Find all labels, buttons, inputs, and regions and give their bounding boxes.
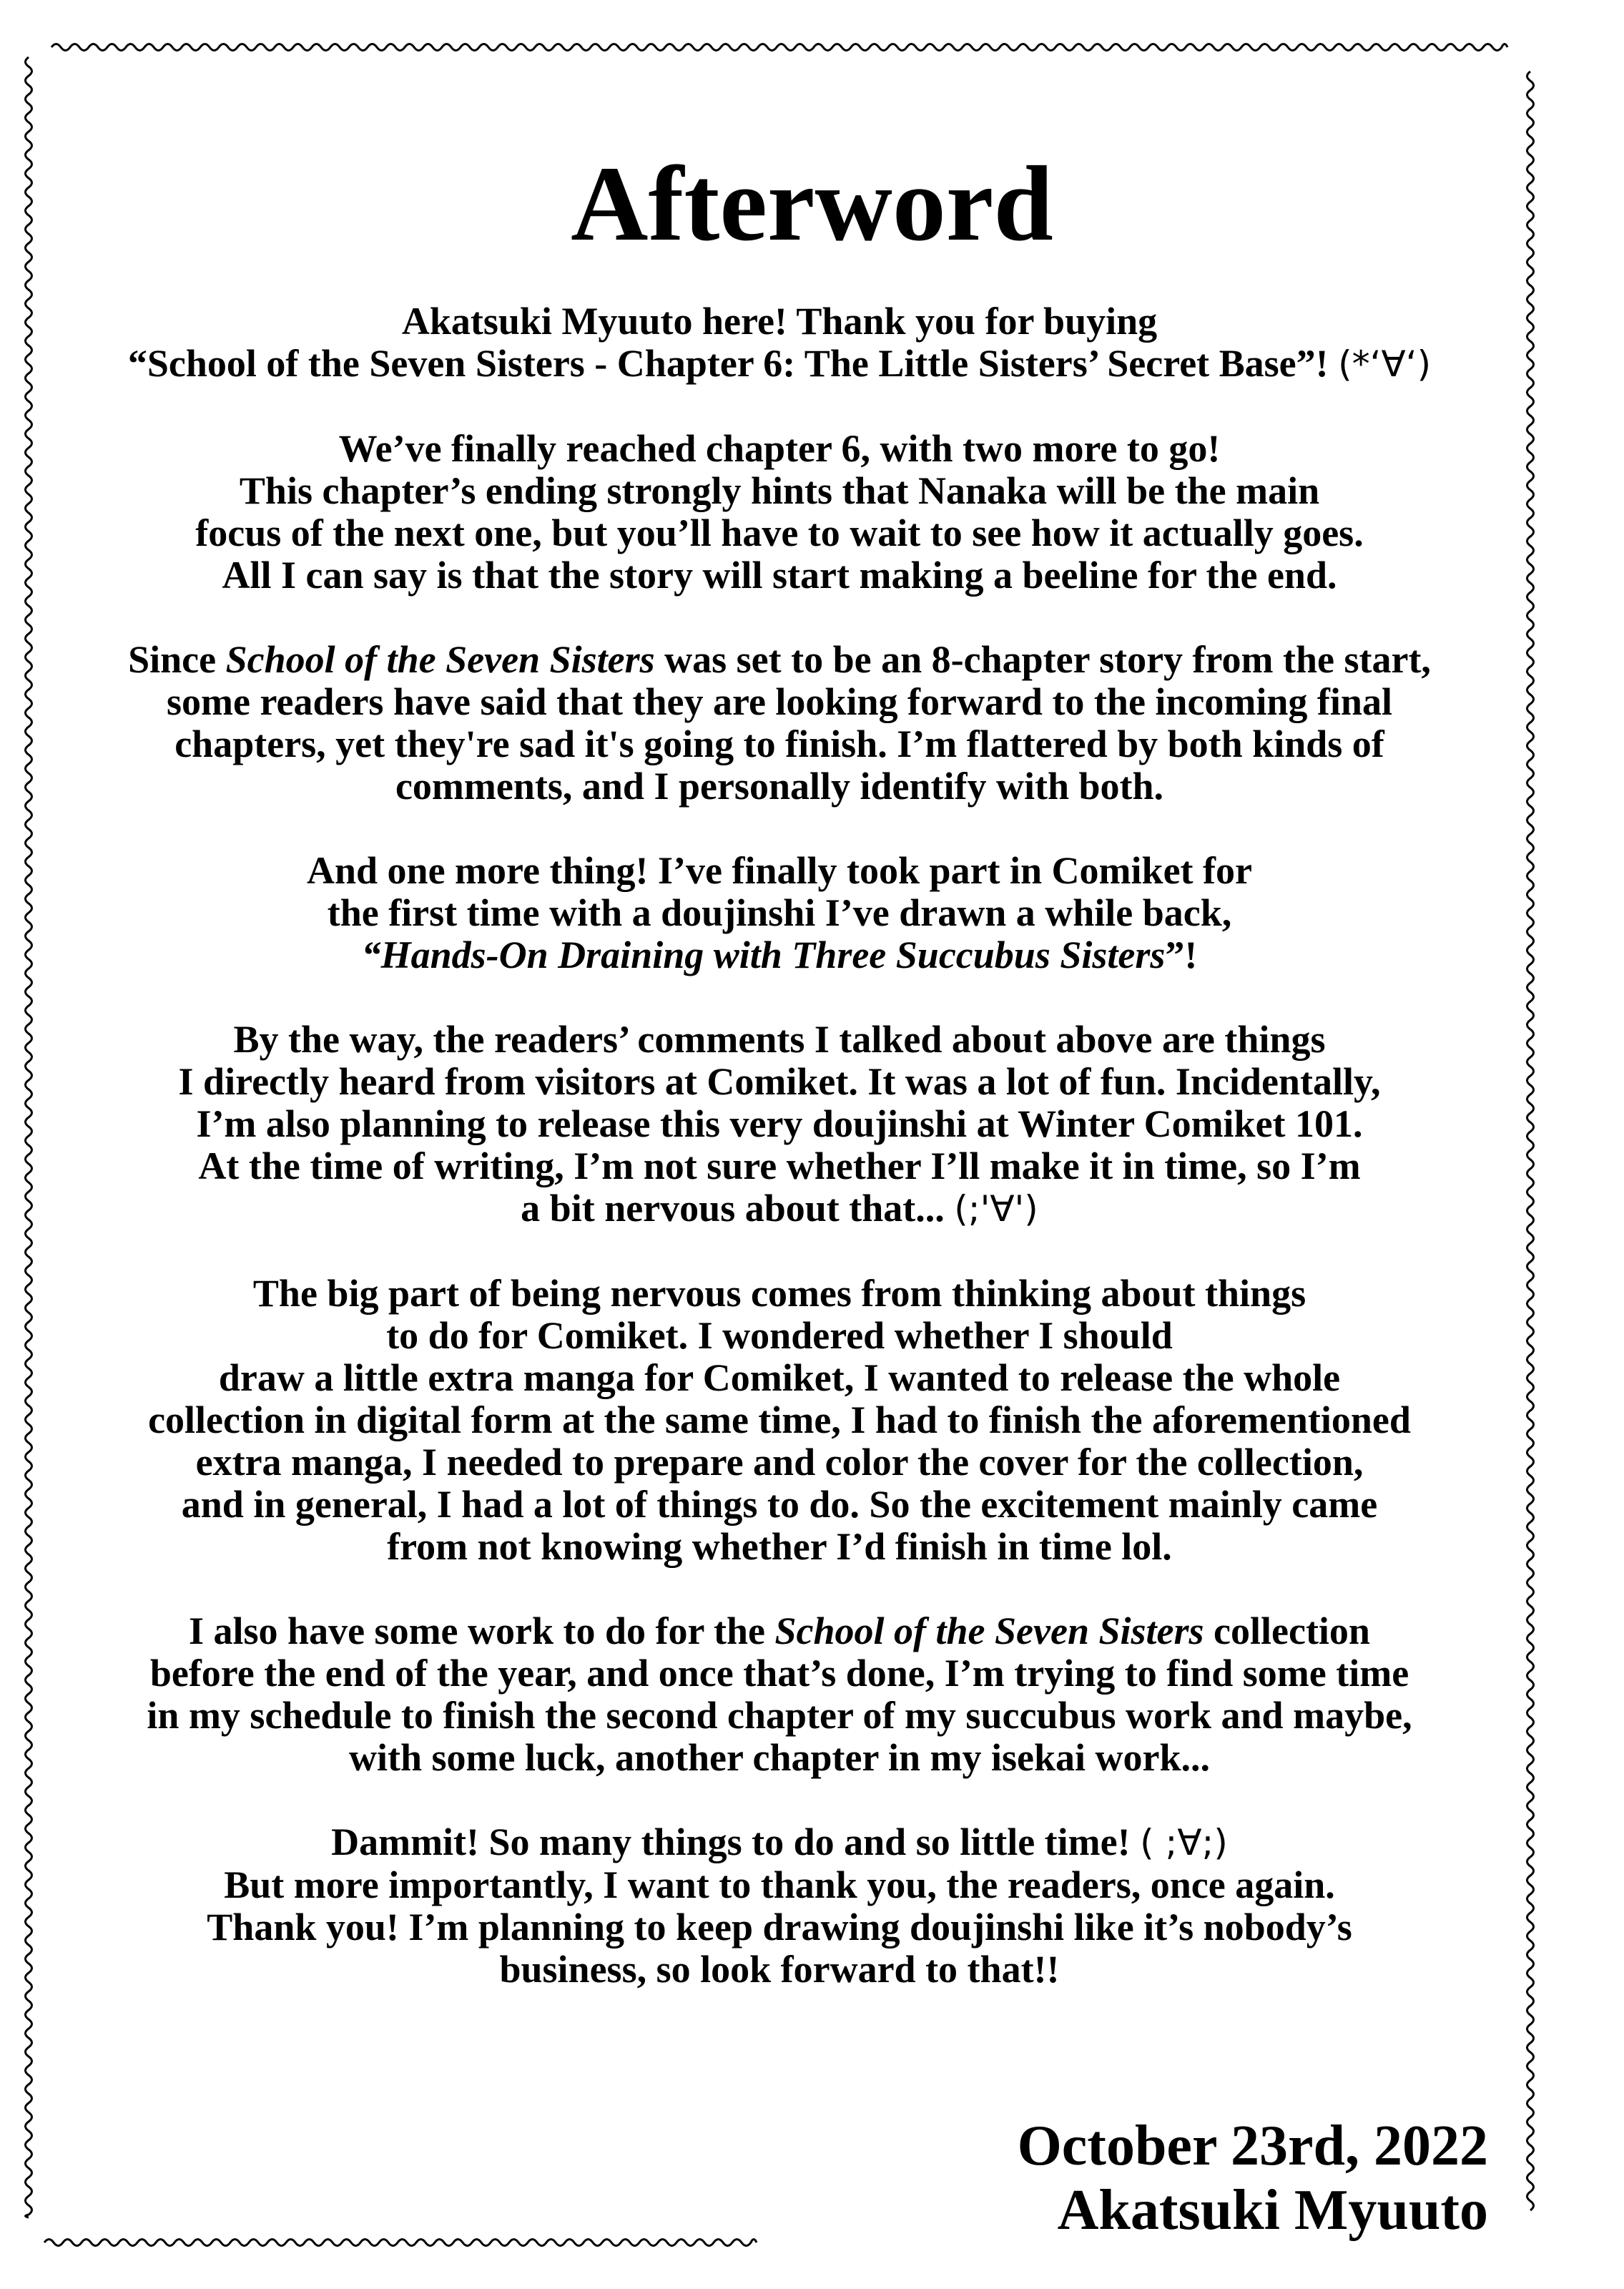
text-line bbox=[64, 681, 1495, 723]
text-segment: collection in digital form at the same time, I had to finish the aforementioned bbox=[148, 1398, 1411, 1441]
text-line bbox=[64, 428, 1495, 470]
text-line bbox=[64, 554, 1495, 597]
text-segment: The big part of being nervous comes from thinking about things bbox=[252, 1272, 1306, 1315]
text-line bbox=[64, 1610, 1495, 1652]
text-segment: ”! bbox=[1165, 933, 1198, 976]
text-segment: collection bbox=[1204, 1609, 1370, 1652]
text-segment: extra manga, I needed to prepare and color the cover for the collection, bbox=[195, 1441, 1364, 1484]
emoticon: (*‘∀‘) bbox=[1338, 343, 1432, 385]
text-line bbox=[64, 1357, 1495, 1399]
border-left-line bbox=[26, 57, 32, 2217]
text-segment: to do for Comiket. I wondered whether I should bbox=[386, 1314, 1173, 1357]
text-line bbox=[64, 1652, 1495, 1695]
paragraph bbox=[64, 1273, 1495, 1568]
text-segment: Thank you! I’m planning to keep drawing doujinshi like it’s nobody’s bbox=[207, 1906, 1352, 1949]
text-segment: comments, and I personally identify with both. bbox=[395, 765, 1164, 808]
text-line bbox=[64, 1273, 1495, 1315]
text-line bbox=[64, 512, 1495, 554]
text-segment: By the way, the readers’ comments I talked about above are things bbox=[233, 1018, 1326, 1061]
emoticon: (;'∀') bbox=[954, 1188, 1038, 1230]
text-line bbox=[64, 639, 1495, 681]
paragraph bbox=[64, 850, 1495, 976]
text-segment: I also have some work to do for the bbox=[189, 1609, 775, 1652]
text-line bbox=[64, 300, 1495, 343]
text-segment: This chapter’s ending strongly hints that Nanaka will be the main bbox=[239, 469, 1320, 512]
text-segment: All I can say is that the story will start making a beeline for the end. bbox=[222, 554, 1337, 597]
page-title: Afterword bbox=[571, 144, 1053, 263]
text-line bbox=[64, 850, 1495, 892]
text-line bbox=[64, 934, 1495, 976]
text-segment: before the end of the year, and once that’s done, I’m trying to find some time bbox=[149, 1652, 1409, 1695]
text-segment: was set to be an 8-chapter story from the start, bbox=[654, 638, 1431, 681]
text-segment: Dammit! So many things to do and so little time! bbox=[331, 1820, 1141, 1863]
italic-text: School of the Seven Sisters bbox=[774, 1609, 1204, 1652]
text-segment: And one more thing! I’ve finally took part in Comiket for bbox=[307, 849, 1252, 892]
text-line bbox=[64, 765, 1495, 808]
text-segment: We’ve finally reached chapter 6, with two more to go! bbox=[338, 427, 1221, 470]
text-segment: draw a little extra manga for Comiket, I wanted to release the whole bbox=[218, 1356, 1341, 1399]
text-line bbox=[64, 1315, 1495, 1357]
text-segment: the first time with a doujinshi I’ve drawn a while back, bbox=[327, 891, 1232, 934]
text-segment: business, so look forward to that!! bbox=[499, 1948, 1060, 1991]
text-segment: from not knowing whether I’d finish in time lol. bbox=[387, 1525, 1172, 1568]
paragraph bbox=[64, 1821, 1495, 1991]
text-segment: focus of the next one, but you’ll have to wait to see how it actually goes. bbox=[195, 511, 1364, 554]
text-segment: At the time of writing, I’m not sure whether I’ll make it in time, so I’m bbox=[198, 1144, 1361, 1187]
text-line bbox=[64, 1019, 1495, 1061]
text-line bbox=[64, 1441, 1495, 1484]
text-line bbox=[64, 1145, 1495, 1187]
text-segment: some readers have said that they are looking forward to the incoming final bbox=[167, 680, 1392, 723]
text-line bbox=[64, 1949, 1495, 1991]
signature-block bbox=[1018, 2114, 1488, 2243]
emoticon: ( ;∀;) bbox=[1140, 1822, 1228, 1863]
italic-text: “Hands-On Draining with Three Succubus Sisters bbox=[361, 933, 1166, 976]
text-line bbox=[64, 723, 1495, 765]
paragraph bbox=[64, 639, 1495, 808]
text-line bbox=[64, 1103, 1495, 1145]
afterword-body bbox=[64, 300, 1495, 2033]
text-segment: Akatsuki Myuuto here! Thank you for buying bbox=[401, 300, 1158, 343]
text-line bbox=[64, 470, 1495, 512]
text-segment: a bit nervous about that... bbox=[521, 1187, 955, 1230]
paragraph bbox=[64, 428, 1495, 597]
paragraph bbox=[64, 1610, 1495, 1779]
text-line bbox=[64, 1484, 1495, 1526]
text-line bbox=[64, 1821, 1495, 1864]
text-line bbox=[64, 1737, 1495, 1779]
text-line bbox=[64, 343, 1495, 386]
signature-date: October 23rd, 2022 bbox=[1017, 2114, 1488, 2177]
italic-text: School of the Seven Sisters bbox=[225, 638, 655, 681]
text-line bbox=[64, 1399, 1495, 1441]
paragraph bbox=[64, 1019, 1495, 1230]
signature-author: Akatsuki Myuuto bbox=[1057, 2179, 1488, 2242]
text-segment: and in general, I had a lot of things to do. So the excitement mainly came bbox=[181, 1483, 1378, 1526]
text-segment: But more importantly, I want to thank you, the readers, once again. bbox=[224, 1863, 1335, 1906]
text-line bbox=[64, 1526, 1495, 1568]
text-line bbox=[64, 1864, 1495, 1906]
text-segment: chapters, yet they're sad it's going to finish. I’m flattered by both kinds of bbox=[174, 722, 1384, 765]
text-line bbox=[64, 892, 1495, 934]
border-right-line bbox=[1527, 72, 1534, 2210]
border-top-line bbox=[51, 44, 1507, 51]
text-segment: I directly heard from visitors at Comiket. It was a lot of fun. Incidentally, bbox=[178, 1060, 1381, 1103]
text-segment: with some luck, another chapter in my isekai work... bbox=[348, 1736, 1211, 1779]
border-bottom-line bbox=[44, 2240, 757, 2246]
text-segment: Since bbox=[128, 638, 226, 681]
text-segment: I’m also planning to release this very doujinshi at Winter Comiket 101. bbox=[196, 1102, 1363, 1145]
text-line bbox=[64, 1187, 1495, 1230]
paragraph bbox=[64, 300, 1495, 386]
text-segment: “School of the Seven Sisters - Chapter 6: The Little Sisters’ Secret Base”! bbox=[127, 342, 1339, 385]
text-segment: in my schedule to finish the second chapter of my succubus work and maybe, bbox=[147, 1694, 1412, 1737]
text-line bbox=[64, 1695, 1495, 1737]
text-line bbox=[64, 1061, 1495, 1103]
text-line bbox=[64, 1906, 1495, 1949]
